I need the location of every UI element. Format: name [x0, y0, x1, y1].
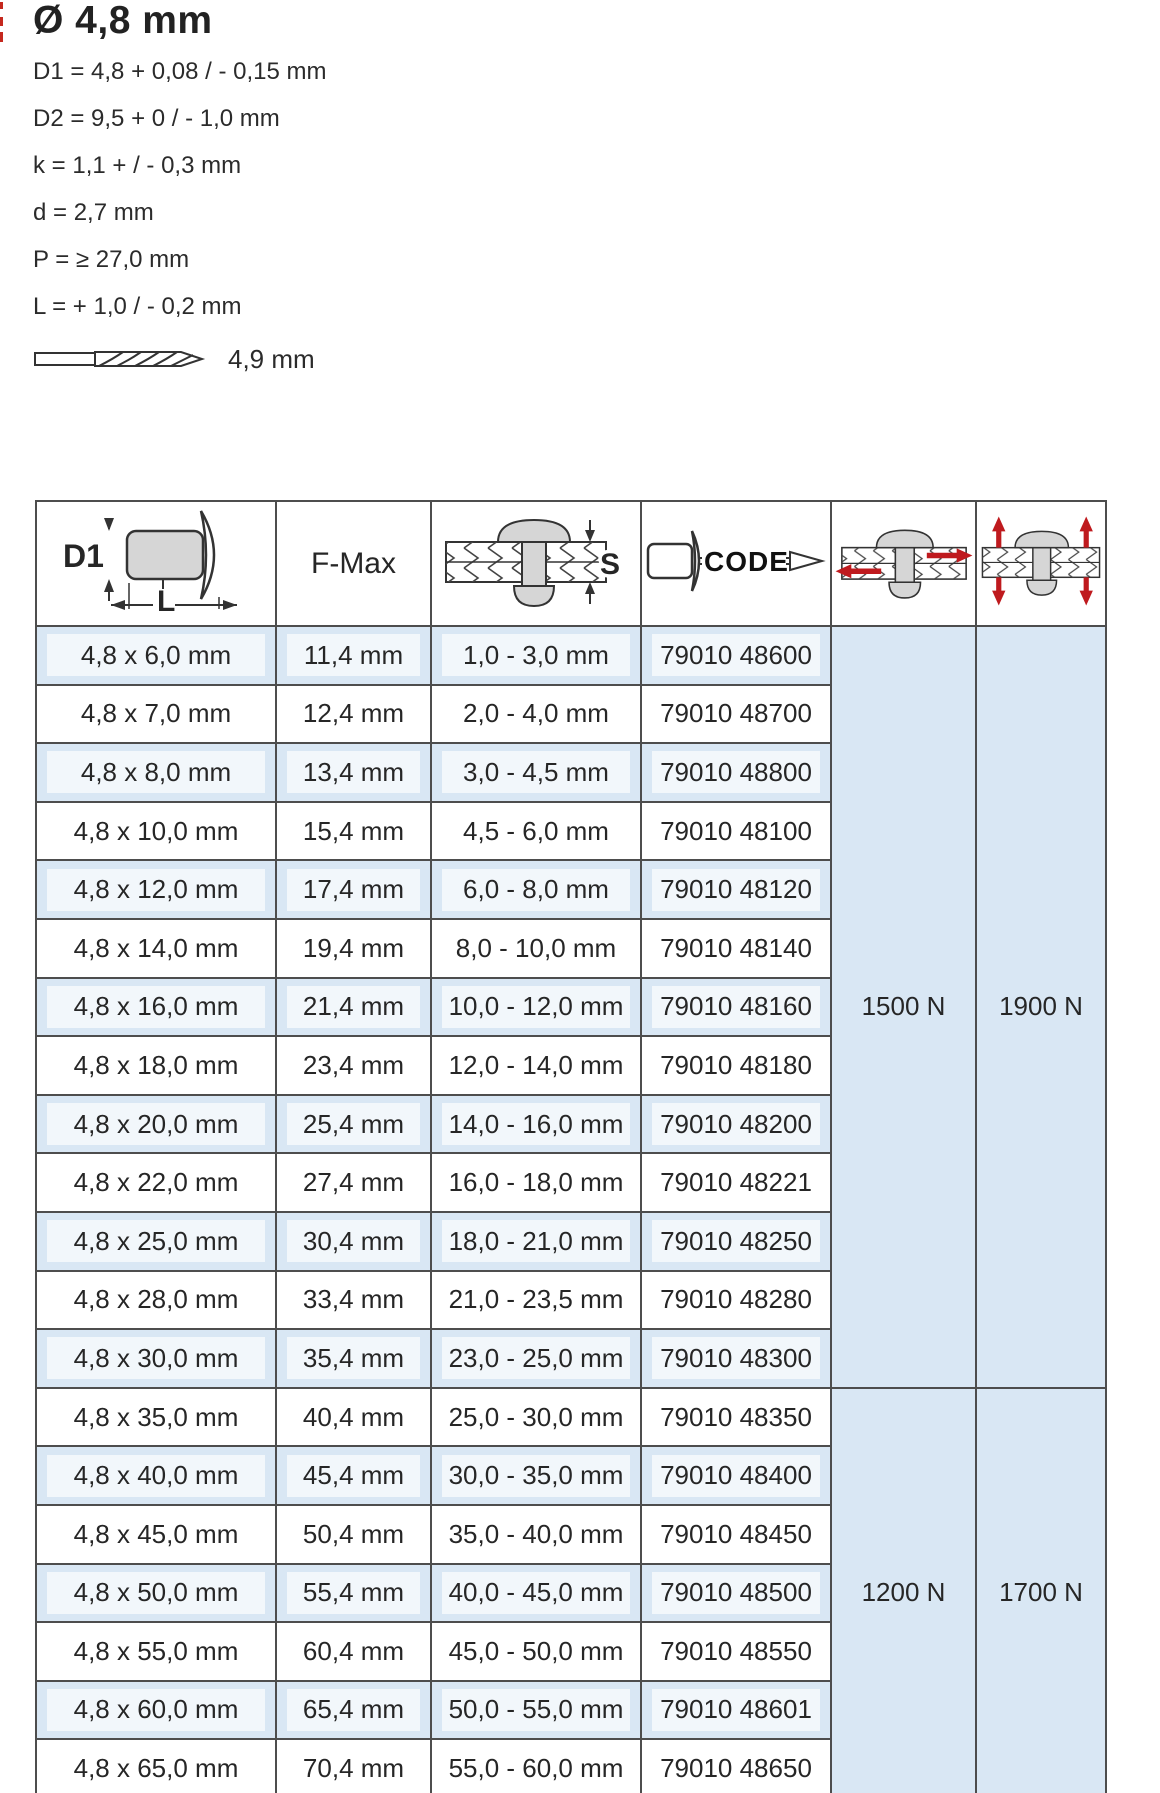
grip-range-cell — [431, 1036, 641, 1095]
d1-label: D1 — [63, 538, 104, 574]
code-cell — [641, 1622, 831, 1681]
dimension-cell — [36, 1622, 276, 1681]
f-max-cell — [276, 860, 431, 919]
s-label: S — [600, 548, 621, 581]
grip-range-cell-value: 10,0 - 12,0 mm — [442, 986, 630, 1028]
grip-range-cell — [431, 685, 641, 744]
header-shear-strength — [831, 501, 976, 626]
f-max-cell — [276, 1681, 431, 1740]
dimension-cell-value: 4,8 x 14,0 mm — [47, 927, 265, 969]
spec-line: d = 2,7 mm — [33, 199, 154, 226]
dimension-cell-value: 4,8 x 35,0 mm — [47, 1396, 265, 1438]
header-tensile-strength — [976, 501, 1106, 626]
shear-strength-icon — [834, 508, 974, 614]
f-max-cell — [276, 802, 431, 861]
tensile-strength-icon — [978, 502, 1104, 620]
dimension-cell-value: 4,8 x 22,0 mm — [47, 1162, 265, 1204]
dimension-cell — [36, 743, 276, 802]
spec-line: P = ≥ 27,0 mm — [33, 246, 190, 273]
dimension-cell — [36, 1681, 276, 1740]
dimension-cell-value: 4,8 x 6,0 mm — [47, 634, 265, 676]
code-cell — [641, 1271, 831, 1330]
code-cell-value: 79010 48650 — [652, 1748, 820, 1790]
shear-strength-value: 1200 N — [831, 1388, 976, 1793]
code-cell-value: 79010 48180 — [652, 1044, 820, 1086]
tensile-strength-value: 1900 N — [976, 626, 1106, 1388]
code-cell-value: 79010 48250 — [652, 1220, 820, 1262]
dimension-cell — [36, 802, 276, 861]
code-cell — [641, 743, 831, 802]
dimension-cell-value: 4,8 x 7,0 mm — [47, 693, 265, 735]
code-cell-value: 79010 48200 — [652, 1103, 820, 1145]
grip-range-cell-value: 21,0 - 23,5 mm — [442, 1279, 630, 1321]
header-code — [641, 501, 831, 626]
dimension-cell — [36, 1388, 276, 1447]
dimension-cell-value: 4,8 x 28,0 mm — [47, 1279, 265, 1321]
table-row — [36, 1388, 1106, 1447]
l-label: L — [157, 585, 176, 617]
code-rivet-icon — [642, 525, 830, 597]
dimension-cell — [36, 1564, 276, 1623]
f-max-cell — [276, 1505, 431, 1564]
grip-range-cell-value: 23,0 - 25,0 mm — [442, 1337, 630, 1379]
f-max-cell — [276, 685, 431, 744]
code-cell — [641, 1095, 831, 1154]
grip-range-cell-value: 1,0 - 3,0 mm — [442, 634, 630, 676]
f-max-cell-value: 13,4 mm — [287, 751, 420, 793]
shear-strength-value: 1500 N — [831, 626, 976, 1388]
dimension-cell — [36, 685, 276, 744]
f-max-cell — [276, 1153, 431, 1212]
f-max-cell-value: 55,4 mm — [287, 1572, 420, 1614]
grip-range-cell-value: 8,0 - 10,0 mm — [442, 927, 630, 969]
header-dimension-diagram — [36, 501, 276, 626]
rivet-spec-table — [35, 500, 1107, 1793]
grip-range-cell — [431, 802, 641, 861]
tensile-strength-value: 1700 N — [976, 1388, 1106, 1793]
grip-range-cell-value: 6,0 - 8,0 mm — [442, 869, 630, 911]
code-cell — [641, 685, 831, 744]
dimension-cell — [36, 1153, 276, 1212]
spec-line: D2 = 9,5 + 0 / - 1,0 mm — [33, 105, 280, 132]
rivet-dimension-icon — [51, 505, 261, 617]
drill-size-label: 4,9 mm — [228, 343, 315, 374]
f-max-cell-value: 40,4 mm — [287, 1396, 420, 1438]
dimension-cell — [36, 1739, 276, 1793]
header-f-max — [276, 501, 431, 626]
dimension-cell — [36, 1329, 276, 1388]
dimension-cell — [36, 1446, 276, 1505]
code-cell-value: 79010 48601 — [652, 1689, 820, 1731]
code-cell — [641, 1329, 831, 1388]
grip-range-cell — [431, 860, 641, 919]
dimension-cell-value: 4,8 x 20,0 mm — [47, 1103, 265, 1145]
code-cell-value: 79010 48120 — [652, 869, 820, 911]
code-cell — [641, 802, 831, 861]
f-max-cell — [276, 1212, 431, 1271]
f-max-cell-value: 12,4 mm — [287, 693, 420, 735]
grip-range-cell — [431, 743, 641, 802]
grip-range-cell-value: 4,5 - 6,0 mm — [442, 810, 630, 852]
dimension-cell-value: 4,8 x 30,0 mm — [47, 1337, 265, 1379]
grip-range-cell-value: 55,0 - 60,0 mm — [442, 1748, 630, 1790]
code-cell — [641, 1446, 831, 1505]
f-max-cell — [276, 1388, 431, 1447]
f-max-cell — [276, 743, 431, 802]
f-max-cell-value: 35,4 mm — [287, 1337, 420, 1379]
code-cell-value: 79010 48160 — [652, 986, 820, 1028]
dimension-cell — [36, 978, 276, 1037]
f-max-cell-value: 45,4 mm — [287, 1455, 420, 1497]
code-cell-value: 79010 48221 — [652, 1162, 820, 1204]
f-max-cell-value: 33,4 mm — [287, 1279, 420, 1321]
grip-range-cell-value: 45,0 - 50,0 mm — [442, 1630, 630, 1672]
dimension-cell-value: 4,8 x 55,0 mm — [47, 1630, 265, 1672]
grip-range-cell-value: 30,0 - 35,0 mm — [442, 1455, 630, 1497]
f-max-label: F-Max — [311, 546, 396, 580]
edge-mark — [0, 32, 3, 42]
f-max-cell-value: 60,4 mm — [287, 1630, 420, 1672]
grip-range-cell-value: 40,0 - 45,0 mm — [442, 1572, 630, 1614]
f-max-cell-value: 27,4 mm — [287, 1162, 420, 1204]
dimension-cell-value: 4,8 x 45,0 mm — [47, 1513, 265, 1555]
table-row — [36, 626, 1106, 685]
dimension-cell-value: 4,8 x 12,0 mm — [47, 869, 265, 911]
f-max-cell — [276, 1446, 431, 1505]
code-cell — [641, 1153, 831, 1212]
f-max-cell-value: 65,4 mm — [287, 1689, 420, 1731]
code-cell-value: 79010 48300 — [652, 1337, 820, 1379]
spec-line: D1 = 4,8 + 0,08 / - 0,15 mm — [33, 58, 327, 85]
code-cell — [641, 1505, 831, 1564]
f-max-cell-value: 70,4 mm — [287, 1748, 420, 1790]
page-title: Ø 4,8 mm — [33, 0, 213, 42]
f-max-cell — [276, 626, 431, 685]
code-label: CODE — [704, 546, 789, 577]
f-max-cell-value: 11,4 mm — [287, 634, 420, 676]
grip-range-cell — [431, 1564, 641, 1623]
grip-range-cell — [431, 919, 641, 978]
grip-range-cell-value: 14,0 - 16,0 mm — [442, 1103, 630, 1145]
f-max-cell — [276, 919, 431, 978]
dimension-cell-value: 4,8 x 10,0 mm — [47, 810, 265, 852]
grip-range-cell — [431, 1271, 641, 1330]
grip-range-cell-value: 25,0 - 30,0 mm — [442, 1396, 630, 1438]
code-cell — [641, 1681, 831, 1740]
grip-range-cell — [431, 1622, 641, 1681]
code-cell-value: 79010 48550 — [652, 1630, 820, 1672]
drill-bit-icon — [33, 345, 208, 373]
grip-range-cell — [431, 626, 641, 685]
f-max-cell — [276, 1622, 431, 1681]
code-cell-value: 79010 48700 — [652, 693, 820, 735]
grip-range-cell-value: 2,0 - 4,0 mm — [442, 693, 630, 735]
grip-range-cell-value: 12,0 - 14,0 mm — [442, 1044, 630, 1086]
grip-range-cell-value: 3,0 - 4,5 mm — [442, 751, 630, 793]
f-max-cell — [276, 1329, 431, 1388]
dimension-cell-value: 4,8 x 16,0 mm — [47, 986, 265, 1028]
dimension-cell-value: 4,8 x 65,0 mm — [47, 1748, 265, 1790]
dimension-cell — [36, 860, 276, 919]
header-grip-range — [431, 501, 641, 626]
edge-mark — [0, 2, 3, 9]
grip-range-cell — [431, 1739, 641, 1793]
f-max-cell — [276, 1739, 431, 1793]
f-max-cell — [276, 1036, 431, 1095]
grip-range-cell-value: 16,0 - 18,0 mm — [442, 1162, 630, 1204]
dimension-cell — [36, 626, 276, 685]
spec-header-block — [33, 0, 326, 378]
code-cell-value: 79010 48100 — [652, 810, 820, 852]
dimension-cell-value: 4,8 x 60,0 mm — [47, 1689, 265, 1731]
dimension-cell — [36, 1505, 276, 1564]
dimension-cell — [36, 1036, 276, 1095]
grip-range-cell — [431, 1505, 641, 1564]
grip-range-cell-value: 35,0 - 40,0 mm — [442, 1513, 630, 1555]
dimension-cell — [36, 1095, 276, 1154]
code-cell — [641, 1564, 831, 1623]
code-cell-value: 79010 48500 — [652, 1572, 820, 1614]
f-max-cell — [276, 1564, 431, 1623]
code-cell-value: 79010 48280 — [652, 1279, 820, 1321]
code-cell-value: 79010 48350 — [652, 1396, 820, 1438]
grip-range-cell — [431, 1095, 641, 1154]
f-max-cell-value: 21,4 mm — [287, 986, 420, 1028]
f-max-cell-value: 25,4 mm — [287, 1103, 420, 1145]
spec-line: k = 1,1 + / - 0,3 mm — [33, 152, 242, 179]
grip-range-icon — [438, 508, 634, 614]
f-max-cell-value: 19,4 mm — [287, 927, 420, 969]
grip-range-cell — [431, 1329, 641, 1388]
code-cell — [641, 1739, 831, 1793]
spec-line: L = + 1,0 / - 0,2 mm — [33, 293, 242, 320]
dimension-cell — [36, 1271, 276, 1330]
grip-range-cell — [431, 1681, 641, 1740]
f-max-cell — [276, 1095, 431, 1154]
f-max-cell — [276, 978, 431, 1037]
dimension-cell-value: 4,8 x 40,0 mm — [47, 1455, 265, 1497]
code-cell — [641, 626, 831, 685]
dimension-cell — [36, 1212, 276, 1271]
grip-range-cell — [431, 1388, 641, 1447]
code-cell-value: 79010 48140 — [652, 927, 820, 969]
code-cell-value: 79010 48800 — [652, 751, 820, 793]
code-cell-value: 79010 48450 — [652, 1513, 820, 1555]
f-max-cell-value: 50,4 mm — [287, 1513, 420, 1555]
f-max-cell-value: 23,4 mm — [287, 1044, 420, 1086]
dimension-cell — [36, 919, 276, 978]
edge-mark — [0, 17, 3, 26]
grip-range-cell — [431, 978, 641, 1037]
f-max-cell-value: 15,4 mm — [287, 810, 420, 852]
code-cell — [641, 1388, 831, 1447]
f-max-cell — [276, 1271, 431, 1330]
code-cell — [641, 1036, 831, 1095]
grip-range-cell — [431, 1446, 641, 1505]
f-max-cell-value: 30,4 mm — [287, 1220, 420, 1262]
code-cell-value: 79010 48600 — [652, 634, 820, 676]
code-cell — [641, 919, 831, 978]
grip-range-cell — [431, 1212, 641, 1271]
code-cell-value: 79010 48400 — [652, 1455, 820, 1497]
grip-range-cell-value: 18,0 - 21,0 mm — [442, 1220, 630, 1262]
grip-range-cell — [431, 1153, 641, 1212]
dimension-cell-value: 4,8 x 8,0 mm — [47, 751, 265, 793]
f-max-cell-value: 17,4 mm — [287, 869, 420, 911]
spec-list — [33, 48, 326, 330]
grip-range-cell-value: 50,0 - 55,0 mm — [442, 1689, 630, 1731]
drill-size-row — [33, 340, 326, 378]
code-cell — [641, 978, 831, 1037]
code-cell — [641, 860, 831, 919]
dimension-cell-value: 4,8 x 18,0 mm — [47, 1044, 265, 1086]
dimension-cell-value: 4,8 x 25,0 mm — [47, 1220, 265, 1262]
dimension-cell-value: 4,8 x 50,0 mm — [47, 1572, 265, 1614]
table-header-row — [36, 501, 1106, 626]
code-cell — [641, 1212, 831, 1271]
